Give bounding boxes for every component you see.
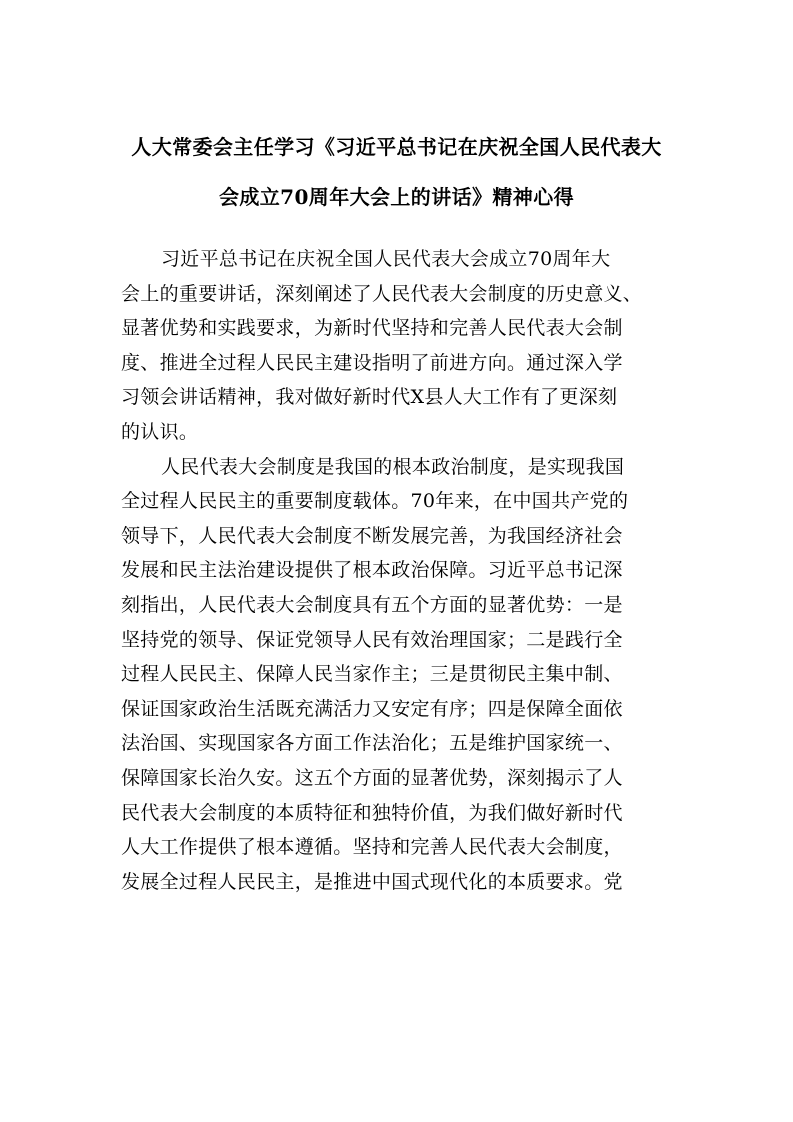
- document-body: [121, 242, 681, 899]
- paragraph-line: 坚持党的领导、保证党领导人民有效治理国家；二是践行全: [121, 628, 623, 651]
- document-title: [110, 122, 683, 222]
- paragraph-line: 发展和民主法治建设提供了根本政治保障。习近平总书记深: [121, 559, 623, 582]
- paragraph-line: 过程人民民主、保障人民当家作主；三是贯彻民主集中制、: [121, 663, 623, 686]
- paragraph-line: 人大工作提供了根本遵循。坚持和完善人民代表大会制度，: [121, 836, 623, 859]
- paragraph-line: 发展全过程人民民主，是推进中国式现代化的本质要求。党: [121, 870, 623, 893]
- title-line-1: 人大常委会主任学习《习近平总书记在庆祝全国人民代表大: [131, 135, 662, 159]
- paragraph-line: 刻指出，人民代表大会制度具有五个方面的显著优势：一是: [121, 593, 623, 616]
- paragraph-line: 人民代表大会制度是我国的根本政治制度，是实现我国: [161, 455, 625, 478]
- paragraph-line: 领导下，人民代表大会制度不断发展完善，为我国经济社会: [121, 524, 623, 547]
- paragraph-line: 习领会讲话精神，我对做好新时代X县人大工作有了更深刻: [121, 386, 618, 409]
- paragraph-line: 显著优势和实践要求，为新时代坚持和完善人民代表大会制: [121, 317, 623, 340]
- paragraph-line: 全过程人民民主的重要制度载体。70年来，在中国共产党的: [121, 490, 629, 513]
- title-line-2: 会成立70周年大会上的讲话》精神心得: [218, 185, 575, 209]
- paragraph-line: 保障国家长治久安。这五个方面的显著优势，深刻揭示了人: [121, 766, 623, 789]
- paragraph-line: 度、推进全过程人民民主建设指明了前进方向。通过深入学: [121, 351, 623, 374]
- paragraph-line: 的认识。: [121, 420, 199, 443]
- paragraph-1: [121, 242, 681, 450]
- paragraph-line: 保证国家政治生活既充满活力又安定有序；四是保障全面依: [121, 697, 623, 720]
- paragraph-line: 民代表大会制度的本质特征和独特价值，为我们做好新时代: [121, 801, 623, 824]
- paragraph-2: [121, 450, 681, 900]
- paragraph-line: 法治国、实现国家各方面工作法治化；五是维护国家统一、: [121, 732, 623, 755]
- paragraph-line: 习近平总书记在庆祝全国人民代表大会成立70周年大: [161, 248, 611, 270]
- paragraph-line: 会上的重要讲话，深刻阐述了人民代表大会制度的历史意义、: [121, 282, 643, 305]
